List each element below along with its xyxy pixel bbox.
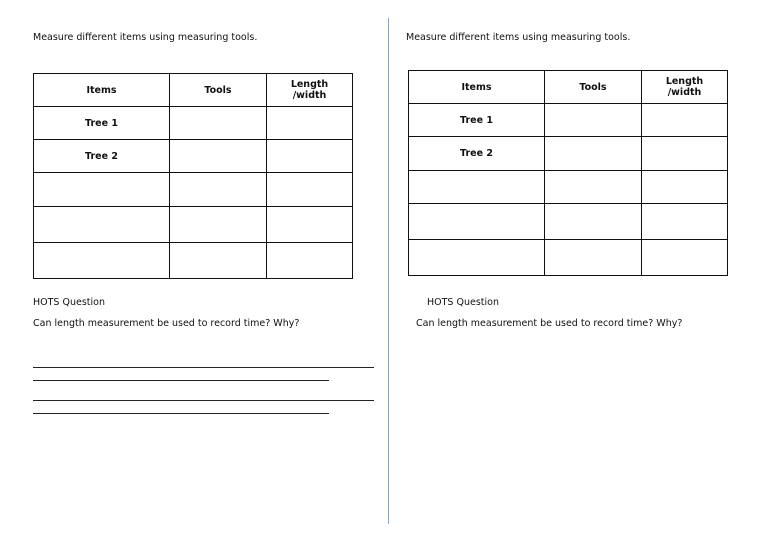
answer-line[interactable] <box>33 413 329 414</box>
answer-line[interactable] <box>33 400 374 401</box>
cell-length[interactable] <box>642 137 728 171</box>
header-tools: Tools <box>545 71 642 104</box>
table-row <box>409 137 728 171</box>
hots-question: Can length measurement be used to record time? Why? <box>33 318 300 329</box>
cell-tool[interactable] <box>170 243 267 279</box>
header-length-line1: Length <box>290 79 329 90</box>
table-header-row <box>34 74 353 107</box>
cell-length[interactable] <box>642 204 728 240</box>
table-row <box>409 240 728 276</box>
answer-line[interactable] <box>33 380 329 381</box>
cell-item[interactable]: Tree 1 <box>34 107 170 140</box>
header-items: Items <box>34 74 170 107</box>
measurement-table <box>33 73 353 279</box>
cell-item[interactable]: Tree 2 <box>34 140 170 173</box>
cell-length[interactable] <box>267 243 353 279</box>
header-items: Items <box>409 71 545 104</box>
cell-item[interactable]: Tree 2 <box>409 137 545 171</box>
cell-item[interactable] <box>409 240 545 276</box>
instruction-text: Measure different items using measuring tools. <box>406 32 631 43</box>
table-row <box>409 104 728 137</box>
hots-question: Can length measurement be used to record time? Why? <box>416 318 683 329</box>
cell-length[interactable] <box>267 207 353 243</box>
cell-length[interactable] <box>267 140 353 173</box>
cell-length[interactable] <box>642 171 728 204</box>
cell-length[interactable] <box>642 104 728 137</box>
measurement-table <box>408 70 728 276</box>
cell-item[interactable] <box>409 171 545 204</box>
cell-item[interactable] <box>34 173 170 207</box>
cell-tool[interactable] <box>170 207 267 243</box>
hots-title: HOTS Question <box>427 297 499 308</box>
cell-item[interactable] <box>34 207 170 243</box>
cell-tool[interactable] <box>545 204 642 240</box>
hots-title: HOTS Question <box>33 297 105 308</box>
table-row <box>34 140 353 173</box>
table-row <box>34 173 353 207</box>
cell-tool[interactable] <box>545 240 642 276</box>
cell-tool[interactable] <box>170 140 267 173</box>
cell-length[interactable] <box>642 240 728 276</box>
table-header-row <box>409 71 728 104</box>
cell-item[interactable] <box>409 204 545 240</box>
instruction-text: Measure different items using measuring tools. <box>33 32 258 43</box>
cell-tool[interactable] <box>170 107 267 140</box>
table-row <box>409 171 728 204</box>
cell-item[interactable]: Tree 1 <box>409 104 545 137</box>
cell-tool[interactable] <box>545 104 642 137</box>
cell-tool[interactable] <box>170 173 267 207</box>
cell-length[interactable] <box>267 107 353 140</box>
cell-item[interactable] <box>34 243 170 279</box>
header-length-line1: Length <box>665 76 704 87</box>
header-length-width <box>267 74 353 107</box>
table-row <box>34 207 353 243</box>
answer-line[interactable] <box>33 367 374 368</box>
cell-length[interactable] <box>267 173 353 207</box>
cell-tool[interactable] <box>545 171 642 204</box>
header-tools: Tools <box>170 74 267 107</box>
header-length-line2: /width <box>292 90 327 101</box>
worksheet-right <box>389 0 768 543</box>
table-row <box>409 204 728 240</box>
table-row <box>34 243 353 279</box>
header-length-line2: /width <box>667 87 702 98</box>
cell-tool[interactable] <box>545 137 642 171</box>
table-row <box>34 107 353 140</box>
header-length-width <box>642 71 728 104</box>
